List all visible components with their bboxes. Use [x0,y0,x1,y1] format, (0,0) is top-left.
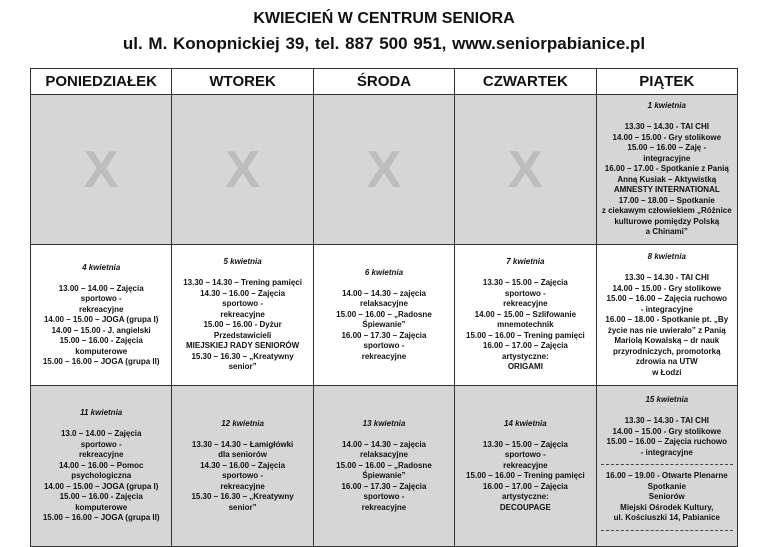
day-header-thursday: CZWARTEK [455,69,596,95]
dashed-divider [601,464,733,465]
day-header-tuesday: WTOREK [172,69,313,95]
event-line: rekreacyjne [220,309,265,319]
cell-w2-friday [596,245,737,386]
event-line: integracyjne [643,153,691,163]
event-line: Spotkanie [647,481,686,491]
event-line: 14.00 – 15.00 – JOGA (grupa I) [43,481,159,491]
event-line: mnemotechnik [497,320,554,330]
week-row-3 [31,386,738,547]
event-line: Miejski Ośrodek Kultury, [620,502,714,512]
event-line: 13.30 – 14.30 - TAI CHI [624,416,709,426]
week-row-1 [31,95,738,245]
day-header-row [31,69,738,95]
event-line: ORIGAMI [507,362,543,372]
day-date: 11 kwietnia [80,408,123,418]
event-list [31,284,171,368]
event-line: 14.00 – 15.00 – Szlifowanie [474,309,577,319]
event-line: 16.00 – 17.00 - Spotkanie z Panią [604,164,729,174]
event-line: - integracyjne [640,304,693,314]
event-line: 15.00 – 16.00 - Zajęcia [59,336,143,345]
event-line: AMNESTY INTERNATIONAL [613,185,720,195]
cross-mark: X [508,140,543,199]
event-line: 15.00 – 16.00 – Zaję - [627,143,707,153]
event-line: 15.00 – 16.00 - Zajęcia [59,492,143,502]
day-date: 15 kwietnia [645,395,689,405]
event-line: DECOUPAGE [499,502,551,512]
cross-mark: X [83,140,119,199]
event-line: 15.00 – 16.00 – Trening pamięci [466,471,585,481]
week-row-2 [31,245,738,386]
cell-w1-thursday [455,95,596,245]
event-line: 16.00 – 19.00 - Otwarte Plenarne [605,471,728,481]
event-line: rekreacyjne [78,304,124,314]
event-line: 13.30 – 15.00 – Zajęcia [482,278,568,288]
event-line: rekreacyjne [78,450,124,460]
event-line: dla seniorów [218,450,268,460]
day-date: 5 kwietnia [223,257,262,267]
cell-w3-tuesday [172,386,313,547]
schedule-table [30,68,738,547]
event-line: 17.00 – 18.00 – Spotkanie [618,195,715,205]
event-line: 14.30 – 16.00 – Zajęcia [200,460,286,470]
day-date: 4 kwietnia [82,262,121,272]
event-line: 15.00 – 16.00 – „Radosne [336,309,432,319]
day-header-monday: PONIEDZIAŁEK [31,69,172,95]
cell-w2-wednesday [313,245,454,386]
event-line: senior” [228,502,257,512]
event-line: z ciekawym człowiekiem „Różnice [601,206,732,216]
cell-w1-wednesday [313,95,454,245]
cell-w3-friday [596,386,737,547]
event-line: 16.00 – 17.30 – Zajęcia [341,330,427,340]
cell-w2-tuesday [172,245,313,386]
event-line: Przedstawicieli [213,330,272,340]
event-list [597,471,737,524]
day-date: 8 kwietnia [647,252,686,261]
contact-line: ul. M. Konopnickiej 39, tel. 887 500 951, www.seniorpabianice.pl [122,34,646,53]
event-line: sportowo - [504,288,546,298]
event-list [597,122,737,238]
event-line: 14.30 – 16.00 – Zajęcia [200,288,286,298]
event-line: 15.00 – 16.00 – Trening pamięci [466,330,585,340]
event-line: 16.00 – 17.30 – Zajęcia [341,481,427,491]
event-line: 15.00 – 16.00 - Dyżur [203,320,282,330]
event-line: 14.00 – 15.00 - Gry stolikowe [612,426,722,436]
event-list [314,440,454,514]
event-line: relaksacyjne [359,299,408,309]
event-line: Śpiewanie” [362,320,406,330]
day-header-wednesday: ŚRODA [313,69,454,95]
event-line: życie nas nie uwierało” z Panią [607,325,726,335]
cell-w2-monday [31,245,172,386]
event-line: komputerowe [75,346,128,356]
event-list [597,416,737,458]
event-line: rekreacyjne [220,481,265,491]
event-line: sportowo - [363,341,405,351]
event-line: 15.00 – 16.00 – „Radosne [336,460,432,470]
event-line: 13.30 – 14.30 - TAI CHI [624,122,709,132]
event-line: 16.00 – 17.00 – Zajęcia [482,481,568,491]
day-header-friday: PIĄTEK [596,69,737,95]
event-list [597,273,737,378]
event-line: 15.00 – 16.00 – Zajęcia ruchowo [606,437,728,447]
event-line: 13.30 – 14.30 - TAI CHI [624,273,709,282]
event-line: 14.00 – 15.00 - Gry stolikowe [612,283,722,293]
event-list [172,278,312,373]
dashed-divider [601,530,733,531]
event-line: 13.30 – 14.30 – Łamigłówki [191,439,294,449]
cross-mark: X [366,140,402,199]
event-line: 14.00 – 15.00 - Gry stolikowe [612,132,722,142]
event-line: relaksacyjne [359,450,408,460]
event-line: psychologiczna [71,471,132,481]
event-line: a Chinami” [645,227,688,237]
event-line: Śpiewanie” [362,471,406,481]
event-line: sportowo - [222,471,264,481]
cell-w3-monday [31,386,172,547]
event-line: 14.00 – 15.00 – JOGA (grupa I) [43,315,159,324]
event-line: senior” [228,362,257,372]
event-line: rekreacyjne [361,351,407,361]
event-line: artystyczne: [502,351,549,361]
event-line: 15.00 – 16.00 – Zajęcia ruchowo [606,294,728,303]
event-line: Mariolą Kowalską – dr nauk [614,336,720,345]
day-date: 7 kwietnia [506,257,545,267]
event-line: 16.00 – 17.00 – Zajęcia [482,341,568,351]
cell-w1-tuesday [172,95,313,245]
event-line: 14.00 – 16.00 – Pomoc [58,460,144,470]
day-date: 12 kwietnia [221,418,264,428]
event-line: przyrodniczych, promotorką [612,346,721,356]
event-line: MIEJSKIEJ RADY SENIORÓW [185,341,300,351]
cross-mark: X [225,140,260,199]
event-line: 15.00 – 16.00 – JOGA (grupa II) [42,513,160,523]
event-line: 15.30 – 16.30 – „Kreatywny [191,492,294,502]
event-line: 14.00 – 14.30 – zajęcia [341,288,427,298]
event-line: rekreacyjne [503,299,548,309]
cell-w3-thursday [455,386,596,547]
event-line: w Łodzi [652,367,682,377]
event-line: 13.00 – 14.00 – Zajęcia [58,283,144,293]
event-list [314,289,454,363]
cell-w3-wednesday [313,386,454,547]
page-title: KWIECIEŃ W CENTRUM SENIORA [253,10,515,27]
event-line: 14.00 – 14.30 – zajęcia [341,439,427,449]
event-line: sportowo - [222,299,264,309]
event-line: 13.30 – 14.30 – Trening pamięci [183,278,302,288]
event-line: sportowo - [504,450,546,460]
day-date: 1 kwietnia [647,101,686,111]
event-line: - integracyjne [640,447,693,457]
event-line: 13.30 – 15.00 – Zajęcia [482,439,568,449]
event-line: rekreacyjne [503,460,548,470]
event-line: 15.30 – 16.30 – „Kreatywny [191,351,294,361]
day-date: 13 kwietnia [362,418,406,428]
event-line: artystyczne: [502,492,549,502]
cell-w1-monday [31,95,172,245]
event-line: kulturowe pomiędzy Polską [614,216,720,226]
event-line: zdrowia na UTW [635,357,698,366]
event-line: 13.0 – 14.00 – Zajęcia [60,429,142,439]
cell-w2-thursday [455,245,596,386]
event-line: komputerowe [75,502,128,512]
event-line: 16.00 – 18.00 - Spotkanie pt. „By [605,315,729,324]
cell-w1-friday [596,95,737,245]
event-line: ul. Kościuszki 14, Pabianice [613,513,720,523]
event-line: rekreacyjne [361,502,407,512]
event-list [455,278,595,373]
day-date: 6 kwietnia [364,267,404,277]
day-date: 14 kwietnia [504,418,547,428]
event-list [455,440,595,514]
event-line: 14.00 – 15.00 - J. angielski [51,325,151,335]
event-line: sportowo - [80,439,122,449]
event-line: sportowo - [363,492,405,502]
event-line: 15.00 – 16.00 – JOGA (grupa II) [42,357,160,366]
event-line: sportowo - [80,294,122,303]
event-line: Seniorów [648,492,685,502]
event-line: Anną Kusiak – Aktywistką [617,174,717,184]
event-list [172,440,312,514]
event-list [31,429,171,524]
